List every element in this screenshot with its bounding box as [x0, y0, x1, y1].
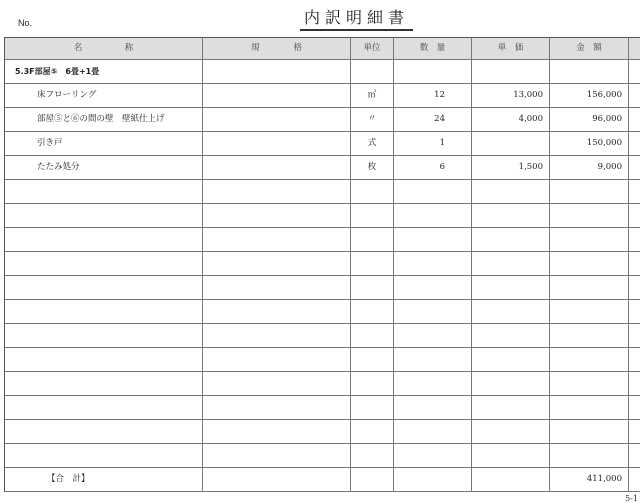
table-cell [629, 252, 640, 276]
empty-row [5, 324, 640, 348]
table-cell [5, 348, 203, 372]
table-cell [203, 372, 351, 396]
table-cell [394, 180, 472, 204]
table-cell [550, 60, 629, 84]
table-cell [351, 372, 394, 396]
document-title: 内訳明細書 [300, 8, 413, 31]
empty-row [5, 444, 640, 468]
column-header-unit: 単位 [351, 38, 394, 60]
table-cell [5, 396, 203, 420]
item-name: 床フローリング [5, 84, 203, 108]
column-header-spec: 規 格 [203, 38, 351, 60]
empty-row [5, 372, 640, 396]
table-cell [472, 420, 550, 444]
column-header-name: 名 称 [5, 38, 203, 60]
table-cell [351, 348, 394, 372]
item-unit: ㎡ [351, 84, 394, 108]
table-cell [629, 84, 640, 108]
document-number-label: No. [18, 18, 33, 28]
table-cell [351, 396, 394, 420]
table-row [5, 132, 640, 156]
item-spec [203, 108, 351, 132]
table-cell [351, 180, 394, 204]
column-header-price: 単 価 [472, 38, 550, 60]
table-cell [394, 60, 472, 84]
table-cell [394, 396, 472, 420]
table-cell [629, 228, 640, 252]
table-cell [5, 228, 203, 252]
table-cell [550, 396, 629, 420]
table-cell [394, 468, 472, 492]
table-cell [203, 348, 351, 372]
item-spec [203, 84, 351, 108]
empty-row [5, 420, 640, 444]
table-cell [351, 420, 394, 444]
table-cell [203, 180, 351, 204]
column-header-amount: 金 額 [550, 38, 629, 60]
table-cell [394, 204, 472, 228]
table-cell [394, 324, 472, 348]
item-amount: 9,000 [550, 156, 629, 180]
item-price: 4,000 [472, 108, 550, 132]
table-cell [629, 180, 640, 204]
column-header-qty: 数 量 [394, 38, 472, 60]
table-cell [5, 372, 203, 396]
table-cell [5, 444, 203, 468]
table-cell [203, 300, 351, 324]
table-cell [472, 204, 550, 228]
table-cell [550, 180, 629, 204]
item-name: 部屋⑤と⑥の間の壁 壁紙仕上げ [5, 108, 203, 132]
table-cell [629, 468, 640, 492]
table-cell [351, 204, 394, 228]
empty-row [5, 300, 640, 324]
table-cell [394, 276, 472, 300]
table-cell [5, 420, 203, 444]
table-cell [550, 204, 629, 228]
table-cell [351, 300, 394, 324]
item-qty: 24 [394, 108, 472, 132]
item-price: 13,000 [472, 84, 550, 108]
table-cell [5, 300, 203, 324]
table-cell [629, 156, 640, 180]
table-cell [5, 204, 203, 228]
table-cell [629, 132, 640, 156]
section-title: 5.3F部屋⑤ 6畳+1畳 [5, 60, 203, 84]
table-cell [472, 252, 550, 276]
table-cell [629, 300, 640, 324]
table-cell [629, 324, 640, 348]
item-spec [203, 132, 351, 156]
total-label: 【合 計】 [5, 468, 203, 492]
table-row [5, 108, 640, 132]
empty-row [5, 396, 640, 420]
item-qty: 6 [394, 156, 472, 180]
table-cell [351, 444, 394, 468]
item-amount: 150,000 [550, 132, 629, 156]
empty-row [5, 348, 640, 372]
item-unit: 〃 [351, 108, 394, 132]
table-cell [5, 276, 203, 300]
table-cell [351, 324, 394, 348]
table-cell [351, 468, 394, 492]
table-cell [629, 420, 640, 444]
table-cell [351, 60, 394, 84]
table-cell [5, 252, 203, 276]
total-amount: 411,000 [550, 468, 629, 492]
table-cell [203, 276, 351, 300]
empty-row [5, 252, 640, 276]
table-cell [472, 444, 550, 468]
table-cell [550, 348, 629, 372]
item-qty: 1 [394, 132, 472, 156]
table-header-row [5, 38, 640, 60]
column-header-extra [629, 38, 640, 60]
table-cell [394, 228, 472, 252]
table-cell [203, 396, 351, 420]
table-cell [629, 396, 640, 420]
table-cell [550, 228, 629, 252]
table-cell [629, 372, 640, 396]
table-cell [351, 252, 394, 276]
table-cell [394, 300, 472, 324]
table-cell [629, 348, 640, 372]
table-cell [394, 420, 472, 444]
table-cell [5, 324, 203, 348]
table-cell [472, 180, 550, 204]
table-cell [472, 60, 550, 84]
table-cell [472, 348, 550, 372]
table-row [5, 156, 640, 180]
table-cell [472, 324, 550, 348]
table-cell [351, 276, 394, 300]
item-price [472, 132, 550, 156]
section-row [5, 60, 640, 84]
item-amount: 156,000 [550, 84, 629, 108]
table-cell [203, 228, 351, 252]
item-qty: 12 [394, 84, 472, 108]
table-cell [550, 300, 629, 324]
table-row [5, 84, 640, 108]
table-cell [629, 108, 640, 132]
table-cell [351, 228, 394, 252]
detail-table [4, 37, 640, 492]
table-cell [550, 276, 629, 300]
table-cell [203, 420, 351, 444]
table-cell [629, 60, 640, 84]
table-cell [550, 324, 629, 348]
table-cell [472, 372, 550, 396]
table-cell [203, 252, 351, 276]
item-name: 引き戸 [5, 132, 203, 156]
empty-row [5, 204, 640, 228]
table-cell [550, 420, 629, 444]
table-cell [203, 468, 351, 492]
page-mark: 5-1 [625, 494, 638, 503]
total-row [5, 468, 640, 492]
table-cell [203, 204, 351, 228]
table-cell [550, 444, 629, 468]
table-cell [472, 300, 550, 324]
empty-row [5, 228, 640, 252]
table-cell [472, 276, 550, 300]
item-spec [203, 156, 351, 180]
table-cell [629, 444, 640, 468]
table-cell [394, 372, 472, 396]
item-unit: 枚 [351, 156, 394, 180]
table-cell [472, 228, 550, 252]
table-cell [472, 396, 550, 420]
table-cell [550, 372, 629, 396]
item-unit: 式 [351, 132, 394, 156]
table-cell [629, 204, 640, 228]
item-name: たたみ処分 [5, 156, 203, 180]
table-cell [472, 468, 550, 492]
empty-row [5, 180, 640, 204]
table-cell [203, 324, 351, 348]
table-cell [394, 252, 472, 276]
table-cell [5, 180, 203, 204]
blank-rows [5, 180, 640, 468]
table-cell [394, 444, 472, 468]
table-cell [629, 276, 640, 300]
item-price: 1,500 [472, 156, 550, 180]
table-cell [394, 348, 472, 372]
empty-row [5, 276, 640, 300]
table-cell [203, 60, 351, 84]
table-cell [550, 252, 629, 276]
table-cell [203, 444, 351, 468]
item-amount: 96,000 [550, 108, 629, 132]
